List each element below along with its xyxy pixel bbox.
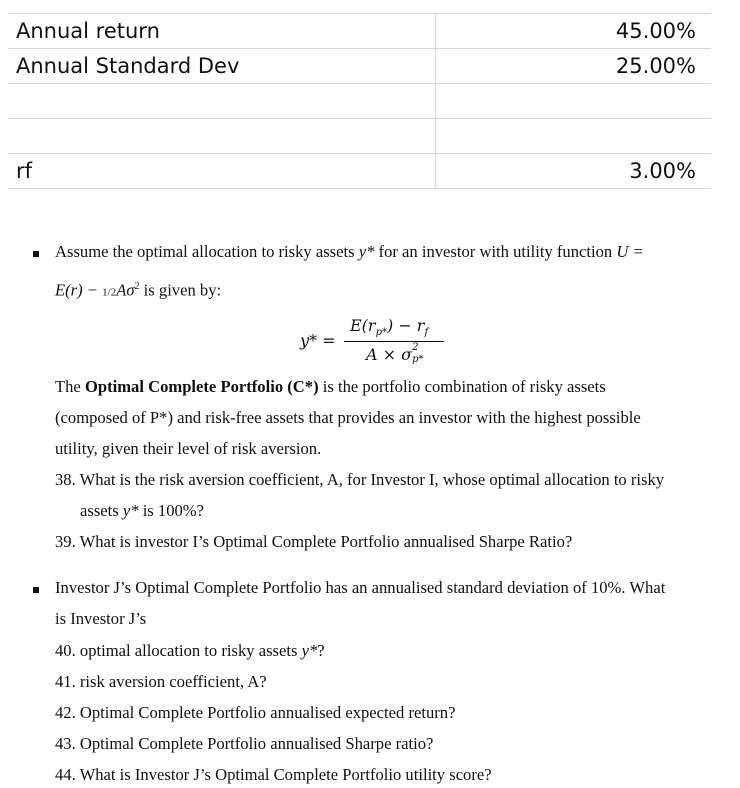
spreadsheet <box>0 0 740 200</box>
formula-denominator <box>366 342 426 365</box>
ocp-line-2: (composed of P*) and risk-free assets that provides an investor with the highest possible <box>55 408 641 427</box>
cell-annual-return-value[interactable]: 45.00% <box>615 19 696 43</box>
bullet-icon <box>33 587 39 593</box>
question-40 <box>55 640 325 662</box>
formula-numerator <box>350 316 428 338</box>
grid-line <box>8 83 711 84</box>
optimal-allocation-formula <box>300 310 460 374</box>
grid-line <box>8 118 711 119</box>
intro-text: Assume the optimal allocation to risky assets <box>55 242 359 261</box>
question-41: 41. risk aversion coefficient, A? <box>55 672 267 691</box>
intro-line-1 <box>55 241 644 263</box>
q40-text: 40. optimal allocation to risky assets <box>55 641 302 660</box>
cell-annual-std-dev-label[interactable]: Annual Standard Dev <box>16 54 240 78</box>
y-star-symbol: y* <box>122 501 139 520</box>
intro-line-2 <box>55 276 221 304</box>
grid-line <box>8 188 711 189</box>
ocp-line-3: utility, given their level of risk aversion. <box>55 439 322 458</box>
question-38-line-2 <box>80 500 204 522</box>
square-exponent: 2 <box>134 281 140 292</box>
question-39: 39. What is investor I’s Optimal Complete Portfolio annualised Sharpe Ratio? <box>55 532 573 551</box>
ocp-term: Optimal Complete Portfolio (C*) <box>84 377 319 396</box>
rf-subscript: f <box>424 327 429 339</box>
bullet-icon <box>33 251 39 257</box>
question-44: 44. What is Investor J’s Optimal Complete Portfolio utility score? <box>55 765 492 784</box>
y-star-symbol: y* <box>301 641 318 660</box>
intro-text-3: is given by: <box>139 280 222 300</box>
utility-symbol: U = <box>616 242 644 261</box>
q38-text-2: is 100%? <box>138 501 204 520</box>
investor-j-line-2: is Investor J’s <box>55 609 147 628</box>
y-star-symbol: y* <box>358 242 375 261</box>
cell-rf-label[interactable]: rf <box>16 159 33 183</box>
q40-text-2: ? <box>317 641 325 660</box>
question-43: 43. Optimal Complete Portfolio annualised Sharpe ratio? <box>55 734 434 753</box>
intro-text-2: for an investor with utility function <box>374 242 617 261</box>
half-fraction: 1/2 <box>102 286 117 299</box>
ocp-text: The <box>55 377 85 396</box>
q38-text: assets <box>80 501 123 520</box>
denominator-superscript: 2 <box>412 342 419 353</box>
numerator-text: E(r <box>350 316 376 335</box>
ocp-text-2: is the portfolio combination of risky assets <box>318 377 606 396</box>
investor-j-line-1: Investor J’s Optimal Complete Portfolio has an annualised standard deviation of 10%. What <box>55 578 666 597</box>
numerator-subscript: p* <box>375 327 387 339</box>
numerator-text-2: ) − r <box>386 316 425 335</box>
grid-line <box>8 153 711 154</box>
column-divider <box>435 13 436 189</box>
cell-rf-value[interactable]: 3.00% <box>629 159 696 183</box>
cell-annual-std-dev-value[interactable]: 25.00% <box>615 54 696 78</box>
denominator-subscript: p* <box>412 354 424 365</box>
question-38-line-1: 38. What is the risk aversion coefficient, A, for Investor I, whose optimal allocation to risky <box>55 470 665 489</box>
question-42: 42. Optimal Complete Portfolio annualised expected return? <box>55 703 456 722</box>
ocp-line-1 <box>55 376 606 398</box>
denominator-text: A × σ <box>366 345 413 364</box>
formula-lhs: y* = <box>300 331 336 350</box>
fraction-bar <box>344 341 444 342</box>
a-sigma-symbol: Aσ <box>116 280 135 300</box>
cell-annual-return-label[interactable]: Annual return <box>16 19 160 43</box>
expected-return-symbol: E(r) − <box>55 280 103 300</box>
